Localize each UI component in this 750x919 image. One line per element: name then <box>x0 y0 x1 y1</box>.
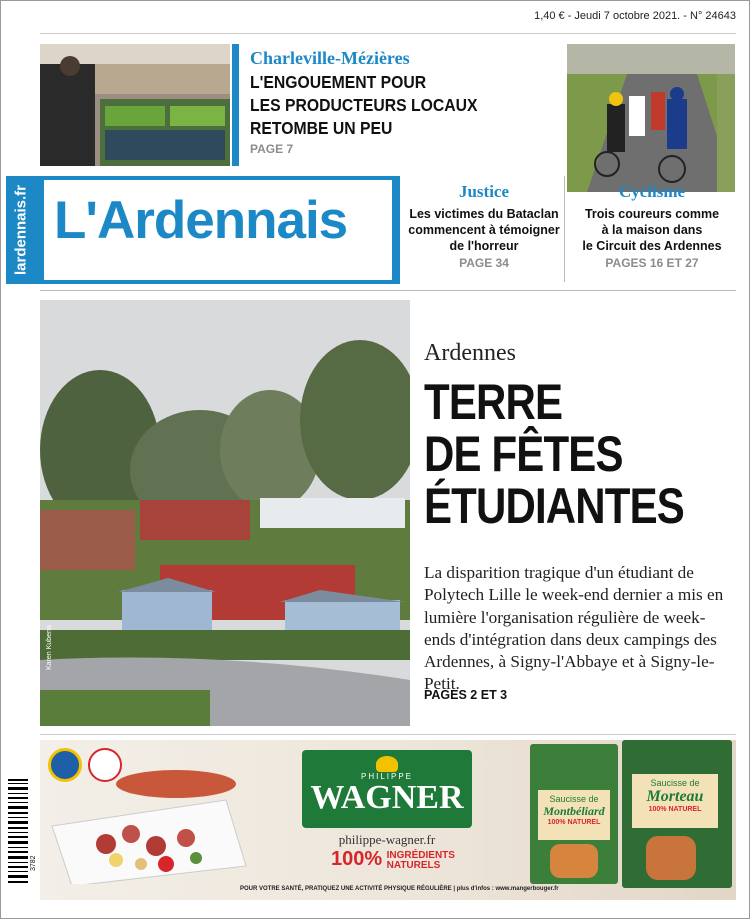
pack2-l2: Morteau <box>646 788 704 805</box>
pack1-l1: Saucisse de <box>549 794 599 804</box>
pack1-badge: 100% NATUREL <box>547 819 601 826</box>
producers-photo <box>40 44 230 166</box>
issue-line: 1,40 € - Jeudi 7 octobre 2021. - N° 24643 <box>534 10 736 22</box>
pack2-l1: Saucisse de <box>650 778 700 788</box>
site-url: lardennais.fr <box>12 184 30 276</box>
main-headline-line: TERRE <box>424 374 563 430</box>
tree-icon <box>376 756 398 772</box>
masthead[interactable] <box>6 176 400 284</box>
photo-credit: Karen Kubena <box>46 625 53 670</box>
ad-divider <box>40 734 736 735</box>
main-kicker: Ardennes <box>424 340 516 366</box>
main-headline-line: DE FÊTES <box>424 426 623 482</box>
top-story-place: Charleville-Mézières <box>250 48 410 68</box>
cycling-line: Trois coureurs comme <box>584 207 720 221</box>
justice-teaser[interactable] <box>404 182 564 270</box>
justice-line: de l'horreur <box>449 239 519 253</box>
cycling-teaser[interactable] <box>566 182 738 270</box>
logo: L'Ardennais <box>40 176 396 284</box>
cycling-line: à la maison dans <box>601 223 703 237</box>
main-headline[interactable] <box>424 376 684 532</box>
pack2-badge: 100% NATUREL <box>648 806 702 813</box>
top-divider <box>40 33 736 34</box>
section-divider <box>40 290 736 291</box>
claim-pct: 100% <box>331 848 383 870</box>
justice-body <box>404 206 564 254</box>
main-headline-line: ÉTUDIANTES <box>424 478 684 534</box>
product-pack-morteau <box>622 740 732 888</box>
top-story-title-line: RETOMBE UN PEU <box>250 118 393 138</box>
brand-name: WAGNER <box>310 779 464 816</box>
cycling-photo <box>567 44 735 192</box>
cycling-body <box>566 206 738 254</box>
natural-claim <box>308 848 478 871</box>
barcode-digits: 3782 <box>30 855 37 871</box>
claim-l1: INGRÉDIENTS <box>386 849 455 861</box>
brand-url[interactable]: philippe-wagner.fr <box>338 832 436 847</box>
vertical-divider <box>564 176 565 282</box>
cycling-page: PAGES 16 ET 27 <box>605 256 699 270</box>
main-page: PAGES 2 ET 3 <box>424 688 508 702</box>
top-story-title-line: LES PRODUCTEURS LOCAUX <box>250 95 478 115</box>
main-lede: La disparition tragique d'un étudiant de Polytech Lille le week-end dernier a mis en lumière l'organisation régulière de week-ends d'intégration dans deux campings des Ardennes, à Signy-l'Abbaye et à Signy-le-Petit. <box>424 563 724 694</box>
top-story-page: PAGE 7 <box>250 142 294 156</box>
campsite-photo <box>40 300 410 726</box>
wagner-ad[interactable] <box>40 740 736 900</box>
sausage-plate <box>46 754 296 884</box>
pack1-l2: Montbéliard <box>543 804 605 818</box>
cycling-head: Cyclisme <box>618 182 686 201</box>
top-story-accent-bar <box>232 44 239 166</box>
top-story[interactable] <box>250 48 550 156</box>
barcode <box>6 775 37 895</box>
justice-line: commencent à témoigner <box>408 223 560 237</box>
claim-l2: NATURELS <box>386 859 441 871</box>
brand-logo <box>302 750 472 828</box>
cycling-line: le Circuit des Ardennes <box>582 239 722 253</box>
top-story-title <box>250 71 520 140</box>
justice-head: Justice <box>458 182 510 201</box>
justice-line: Les victimes du Bataclan <box>409 207 559 221</box>
top-story-title-line: L'ENGOUEMENT POUR <box>250 72 427 92</box>
justice-page: PAGE 34 <box>459 256 509 270</box>
brand-small: PHILIPPE <box>360 772 413 781</box>
ad-footer: POUR VOTRE SANTÉ, PRATIQUEZ UNE ACTIVITÉ PHYSIQUE RÉGULIÈRE | plus d'infos : www.mangerbouger.fr <box>240 886 559 892</box>
product-pack-montbeliard <box>530 744 618 884</box>
